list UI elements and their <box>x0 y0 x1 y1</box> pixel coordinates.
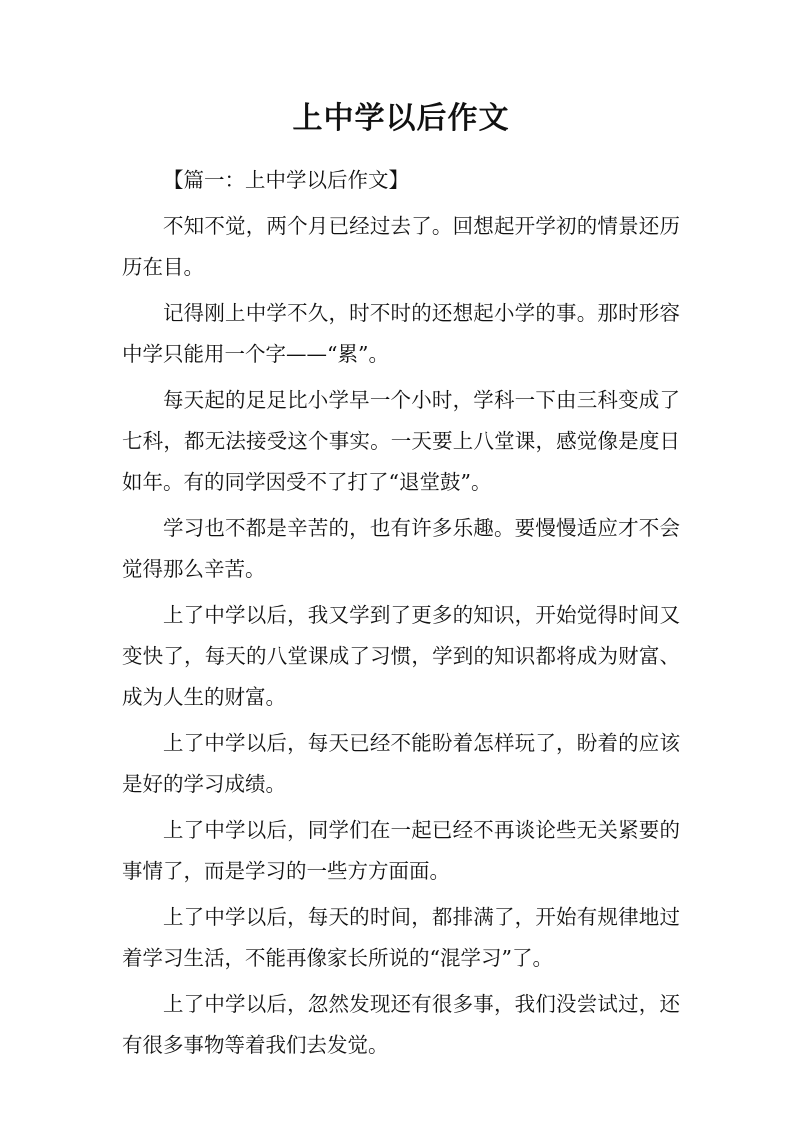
document-page <box>122 90 680 1071</box>
paragraph-7: 上了中学以后，同学们在一起已经不再谈论些无关紧要的事情了，而是学习的一些方方面面。 <box>122 818 680 883</box>
paragraph-8: 上了中学以后，每天的时间，都排满了，开始有规律地过着学习生活，不能再像家长所说的“混学习”了。 <box>122 905 680 970</box>
paragraph-4: 学习也不都是辛苦的，也有许多乐趣。要慢慢适应才不会觉得那么辛苦。 <box>122 516 680 581</box>
paragraph-2: 记得刚上中学不久，时不时的还想起小学的事。那时形容中学只能用一个字——“累”。 <box>122 301 680 366</box>
paragraph-9: 上了中学以后，忽然发现还有很多事，我们没尝试过，还有很多事物等着我们去发觉。 <box>122 992 680 1057</box>
paragraph-5: 上了中学以后，我又学到了更多的知识，开始觉得时间又变快了，每天的八堂课成了习惯，学到的知识都将成为财富、成为人生的财富。 <box>122 603 680 709</box>
section-heading: 【篇一：上中学以后作文】 <box>163 168 409 192</box>
paragraph-3: 每天起的足足比小学早一个小时，学科一下由三科变成了七科，都无法接受这个事实。一天要上八堂课，感觉像是度日如年。有的同学因受不了打了“退堂鼓”。 <box>122 388 680 494</box>
document-title: 上中学以后作文 <box>292 101 510 136</box>
paragraph-1: 不知不觉，两个月已经过去了。回想起开学初的情景还历历在目。 <box>122 214 680 279</box>
paragraph-6: 上了中学以后，每天已经不能盼着怎样玩了，盼着的应该是好的学习成绩。 <box>122 731 680 796</box>
